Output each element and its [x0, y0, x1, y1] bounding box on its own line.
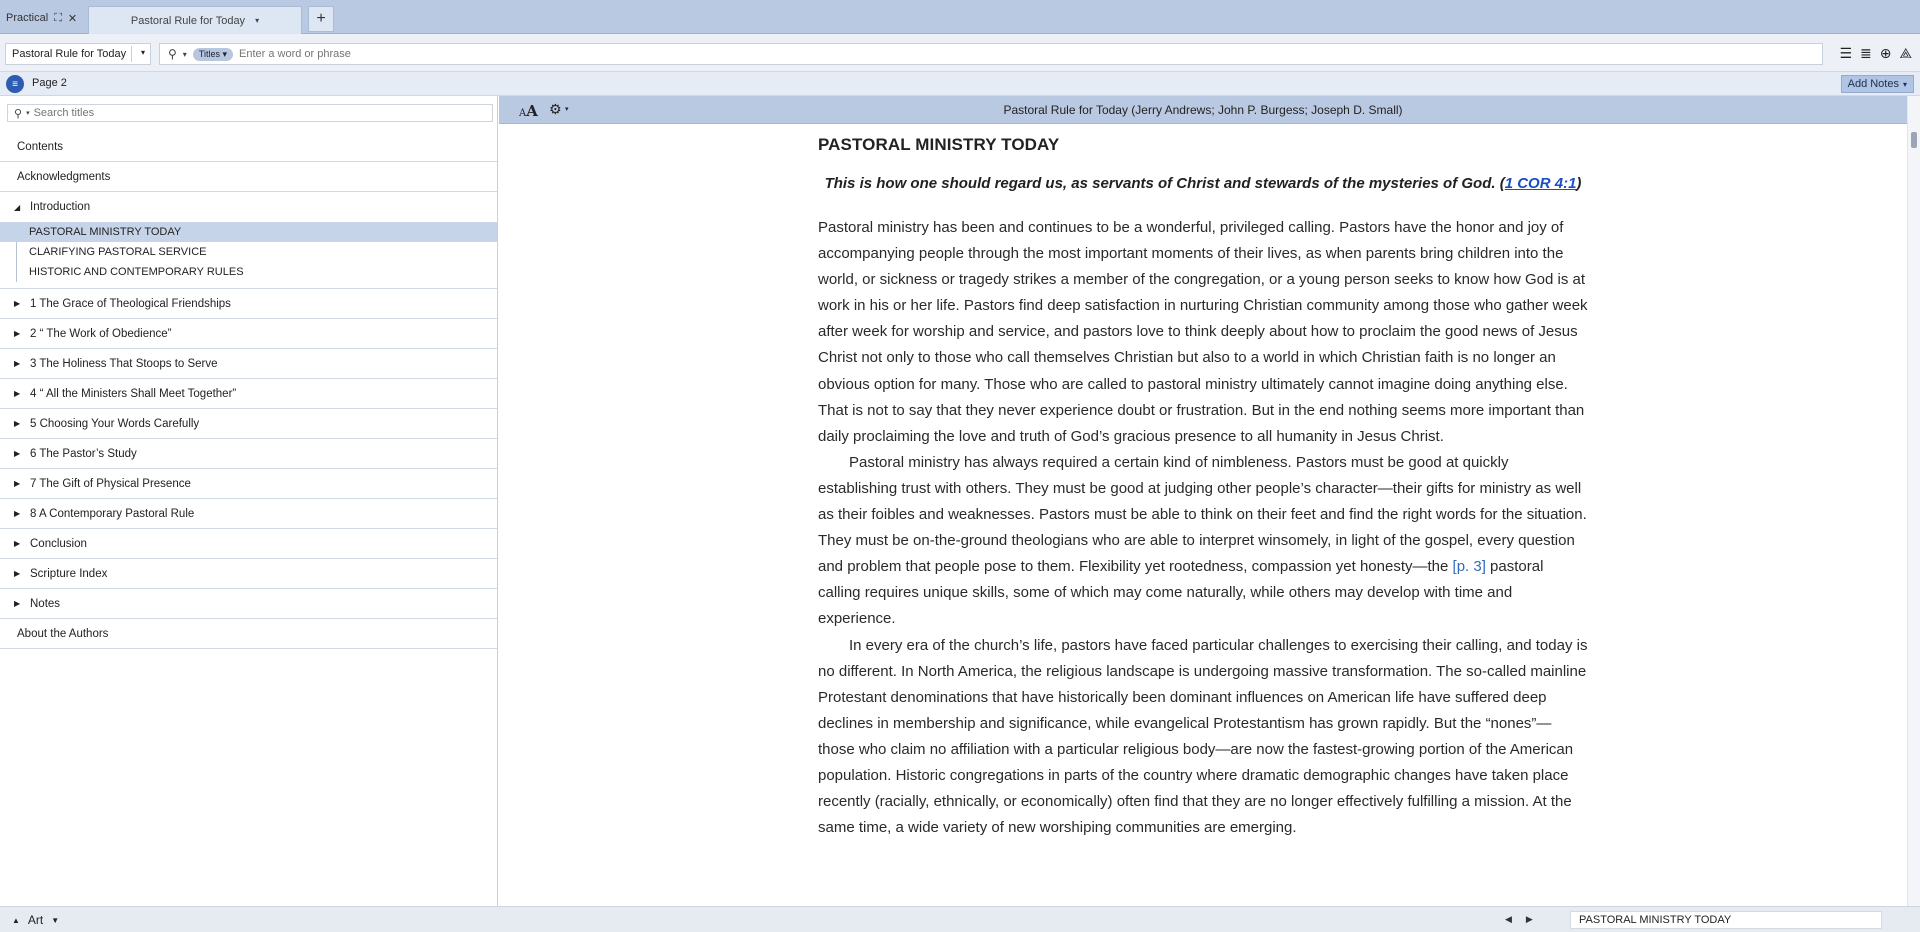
search-icon[interactable]: ⚲: [168, 47, 177, 61]
toc-item-introduction[interactable]: [0, 192, 497, 222]
list-icon[interactable]: ≡: [6, 75, 24, 93]
toc-item-label[interactable]: Notes: [30, 597, 61, 610]
back-arrow-icon[interactable]: ◀: [1505, 914, 1512, 924]
add-tab-button[interactable]: +: [308, 6, 334, 32]
toc-item-acknowledgments[interactable]: [0, 162, 497, 192]
toc-item-scripture-index[interactable]: [0, 559, 497, 589]
toc-item-chapter[interactable]: [0, 469, 497, 499]
toc-item-label[interactable]: 2 “ The Work of Obedience”: [30, 327, 172, 340]
toolbar: [0, 34, 1920, 72]
toc-item-label[interactable]: 7 The Gift of Physical Presence: [30, 477, 191, 490]
book-selector[interactable]: [5, 43, 151, 65]
scrollbar-thumb[interactable]: [1911, 132, 1917, 148]
page-number-link[interactable]: [p. 3]: [1452, 558, 1486, 576]
toc-item-conclusion[interactable]: [0, 529, 497, 559]
toc-item-chapter[interactable]: [0, 379, 497, 409]
toc-item-label[interactable]: 5 Choosing Your Words Carefully: [30, 417, 200, 430]
collapsed-triangle-icon[interactable]: ▶: [14, 569, 21, 578]
chevron-down-icon[interactable]: ▾: [140, 48, 145, 57]
toc-panel: [0, 96, 498, 906]
collapsed-triangle-icon[interactable]: ▶: [14, 329, 21, 338]
collapsed-triangle-icon[interactable]: ▶: [14, 599, 21, 608]
search-icon[interactable]: ⚲: [14, 107, 23, 120]
search-scope-label[interactable]: Titles: [198, 48, 220, 59]
panel-menu-label[interactable]: Art: [27, 913, 44, 927]
page-indicator: Page 2: [32, 77, 67, 89]
reader-pane: [499, 96, 1920, 906]
history-nav: [1505, 914, 1533, 925]
table-of-contents-icon[interactable]: ≣: [1860, 45, 1872, 61]
divider: [131, 46, 132, 62]
share-icon[interactable]: ⟁: [1899, 45, 1912, 61]
book-heading: Pastoral Rule for Today (Jerry Andrews; John P. Burgess; Joseph D. Small): [1003, 103, 1403, 117]
toc-group-introduction: [0, 192, 497, 289]
toc-subitem-label[interactable]: CLARIFYING PASTORAL SERVICE: [29, 246, 207, 258]
chevron-down-icon[interactable]: ▾: [255, 16, 260, 25]
paragraph-text: Pastoral ministry has always required a certain kind of nimbleness. Pastors must be good at quickly establishing trust with others. They must be good at judging other people’s character—their gifts for ministry as well as their foibles and weaknesses. Pastors must be able to think on their feet and find the right words for the situation. They must be on-the-ground theologians who are able to interpret winsomely, in light of the gospel, every question and problem that people pose to them. Flexibility yet rootedness, compassion yet honesty—the: [818, 453, 1587, 576]
toc-item-chapter[interactable]: [0, 439, 497, 469]
toc-subitem-label[interactable]: HISTORIC AND CONTEMPORARY RULES: [29, 266, 244, 278]
paragraph: [818, 450, 1588, 633]
page-bar: [0, 72, 1920, 96]
toc-item-chapter[interactable]: [0, 499, 497, 529]
tab-strip: [0, 0, 1920, 34]
document-tab[interactable]: [88, 6, 302, 34]
search-input[interactable]: [239, 48, 1639, 60]
section-title: PASTORAL MINISTRY TODAY: [818, 135, 1060, 154]
paragraph: In every era of the church’s life, pastors have faced particular challenges to exercising their calling, and today is no different. In North America, the religious landscape is undergoing massive transformation. The so-called mainline Protestant denominations that have historically been dominant influences on American life have suffered deep declines in membership and significance, while evangelical Protestantism has grown rapidly. But the “nones”—those who claim no affiliation with a particular religious body—are now the fastest-growing portion of the American population. Historic congregations in parts of the country where dramatic demographic changes have taken place recently (racially, ethnically, or economically) often find that they are no longer effectively fulfilling a mission. At the same time, a wide variety of new worshiping communities are emerging.: [818, 636, 1588, 837]
title-search-box[interactable]: [7, 104, 493, 122]
toc-item-label[interactable]: 4 “ All the Ministers Shall Meet Together”: [30, 387, 237, 400]
toc-item-label[interactable]: Introduction: [30, 201, 91, 213]
chevron-up-icon[interactable]: ▲: [12, 915, 20, 925]
collapsed-triangle-icon[interactable]: ▶: [14, 449, 21, 458]
paragraph-text: pastoral calling requires unique skills, some of which may come naturally, while others may develop with time and experience.: [818, 558, 1544, 628]
chevron-down-icon[interactable]: ▾: [1902, 79, 1907, 89]
location-field[interactable]: PASTORAL MINISTRY TODAY: [1570, 911, 1882, 929]
layout-tab[interactable]: [0, 7, 77, 29]
toc-item-chapter[interactable]: [0, 319, 497, 349]
toc-item-label[interactable]: 3 The Holiness That Stoops to Serve: [30, 357, 218, 370]
toc-item-label[interactable]: Acknowledgments: [17, 170, 111, 183]
epigraph-close: ): [1576, 175, 1582, 192]
tree-line: [16, 262, 17, 282]
toc-item-label[interactable]: 8 A Contemporary Pastoral Rule: [30, 507, 195, 520]
chevron-down-icon[interactable]: ▾: [565, 106, 569, 113]
article-body: [818, 124, 1588, 906]
toolbar-icons: [1839, 45, 1912, 61]
toc-item-label[interactable]: Scripture Index: [30, 567, 108, 580]
tree-line: [16, 242, 17, 262]
collapsed-triangle-icon[interactable]: ▶: [14, 389, 21, 398]
toc-subitem-historic-and-contemporary-rules[interactable]: [0, 262, 497, 282]
toc-item-label[interactable]: About the Authors: [17, 627, 109, 640]
collapsed-triangle-icon[interactable]: ▶: [14, 539, 21, 548]
status-bar: [0, 906, 1920, 932]
expanded-triangle-icon[interactable]: ◢: [14, 202, 21, 212]
toc-subitem-clarifying-pastoral-service[interactable]: [0, 242, 497, 262]
document-tab-label[interactable]: Pastoral Rule for Today: [130, 14, 246, 27]
paragraph: Pastoral ministry has been and continues to be a wonderful, privileged calling. Pastors have the honor and joy of accompanying people through the most important moments of their lives, as when parents bring children into the world, or sickness or tragedy strikes a member of the congregation, or a young person seeks to know how God is at work in his or her life. Pastors find deep satisfaction in nurturing Christian community among those who gather week after week for worship and service, and pastors love to think deeply about how to proclaim the good news of Jesus Christ not only to those who call themselves Christian but also to a world in which Christian faith is no longer an obvious option for many. Those who are called to pastoral ministry ultimately cannot imagine doing anything else. That is not to say that they never experience doubt or frustration. But in the end nothing seems more important than daily proclaiming the love and truth of God’s gracious presence to all humanity in Jesus Christ.: [818, 219, 1588, 445]
collapsed-triangle-icon[interactable]: ▶: [14, 359, 21, 368]
chevron-down-icon[interactable]: ▾: [182, 49, 187, 59]
toc-item-about-the-authors[interactable]: [0, 619, 497, 649]
toc-subitem-pastoral-ministry-today[interactable]: [0, 222, 497, 242]
toc-item-label[interactable]: Contents: [17, 140, 64, 153]
epigraph: [822, 171, 1584, 197]
search-scope-pill[interactable]: Titles ▾: [193, 48, 233, 61]
search-bar[interactable]: [159, 43, 1823, 65]
forward-arrow-icon[interactable]: ▶: [1525, 914, 1533, 924]
font-size-icon[interactable]: AA: [519, 102, 538, 120]
collapsed-triangle-icon[interactable]: ▶: [14, 479, 21, 488]
layout-tab-label[interactable]: Practical: [6, 12, 49, 24]
reader-header: [499, 96, 1907, 124]
close-icon[interactable]: ✕: [67, 12, 78, 25]
book-selector-label[interactable]: Pastoral Rule for Today: [12, 48, 127, 60]
scripture-reference-link[interactable]: 1 COR 4:1: [1504, 175, 1577, 192]
toc-item-chapter[interactable]: [0, 289, 497, 319]
epigraph-text: This is how one should regard us, as servants of Christ and stewards of the mysteries of God. (: [824, 175, 1505, 192]
table-of-contents: [0, 132, 497, 649]
toc-subitem-label[interactable]: PASTORAL MINISTRY TODAY: [29, 226, 182, 238]
toc-item-chapter[interactable]: [0, 409, 497, 439]
add-circle-icon[interactable]: ⊕: [1879, 45, 1892, 61]
toc-item-chapter[interactable]: [0, 349, 497, 379]
maximize-icon[interactable]: ⛶: [54, 11, 62, 24]
toc-item-label[interactable]: 1 The Grace of Theological Friendships: [30, 297, 231, 310]
gear-icon[interactable]: ⚙: [549, 101, 562, 117]
collapsed-triangle-icon[interactable]: ▶: [14, 509, 21, 518]
vertical-scrollbar[interactable]: [1907, 96, 1920, 906]
chevron-down-icon[interactable]: ▾: [26, 110, 30, 117]
panel-menu[interactable]: [12, 913, 59, 927]
add-notes-label[interactable]: Add Notes: [1847, 78, 1899, 90]
parallel-resources-icon[interactable]: ☰: [1839, 45, 1853, 61]
collapsed-triangle-icon[interactable]: ▶: [14, 419, 21, 428]
toc-item-contents[interactable]: [0, 132, 497, 162]
chevron-down-icon[interactable]: ▼: [51, 915, 60, 925]
title-search-input[interactable]: [34, 107, 474, 119]
toc-item-label[interactable]: Conclusion: [30, 537, 87, 550]
toc-item-notes[interactable]: [0, 589, 497, 619]
collapsed-triangle-icon[interactable]: ▶: [14, 299, 21, 308]
add-notes-button[interactable]: [1841, 75, 1914, 93]
toc-item-label[interactable]: 6 The Pastor’s Study: [30, 447, 137, 460]
